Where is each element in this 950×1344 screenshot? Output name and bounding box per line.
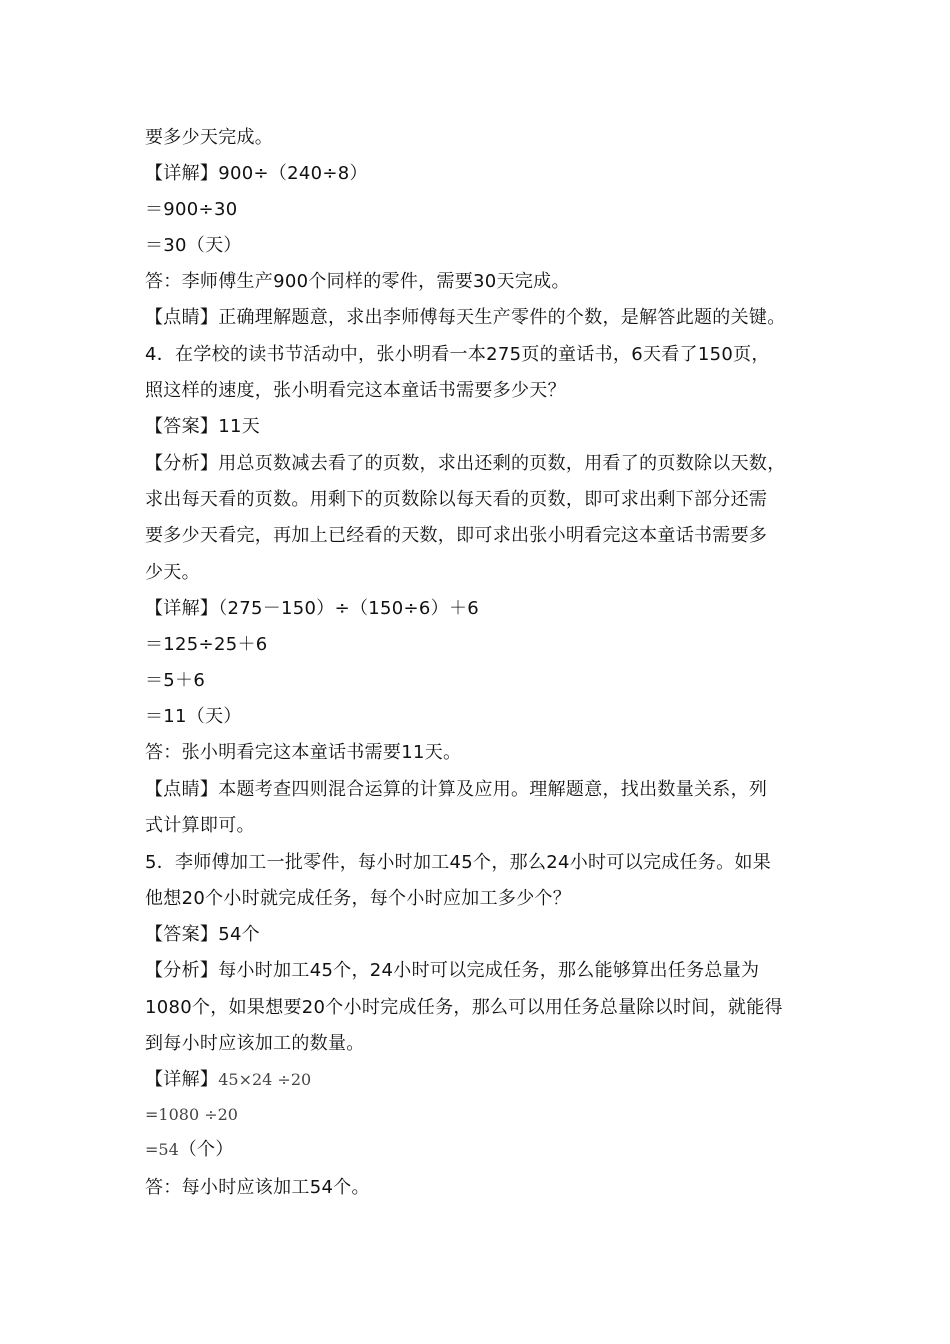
unit-text: （个）: [178, 1139, 234, 1160]
question-5-line: 他想20个小时就完成任务，每个小时应加工多少个？: [145, 888, 572, 909]
question-4-line: 照这样的速度，张小明看完这本童话书需要多少天？: [145, 380, 566, 401]
math-expression: 45×24 ÷20: [218, 1070, 312, 1089]
key-point-line: 式计算即可。: [145, 815, 255, 836]
detail-line: [145, 1103, 238, 1127]
text-line: 【点睛】正确理解题意，求出李师傅每天生产零件的个数，是解答此题的关键。: [145, 307, 786, 328]
text-line: ＝30（天）: [145, 235, 242, 256]
text-line: ＝900÷30: [145, 199, 238, 220]
detail-label: 【详解】: [145, 1069, 219, 1090]
answer-line: 【答案】54个: [145, 924, 261, 945]
analysis-line: 【分析】用总页数减去看了的页数，求出还剩的页数，用看了的页数除以天数，: [145, 453, 786, 474]
text-line: 要多少天完成。: [145, 127, 274, 148]
analysis-line: 到每小时应该加工的数量。: [145, 1033, 365, 1054]
key-point-line: 【点睛】本题考查四则混合运算的计算及应用。理解题意，找出数量关系，列: [145, 779, 768, 800]
math-expression: =1080 ÷20: [145, 1105, 238, 1124]
analysis-line: 【分析】每小时加工45个，24小时可以完成任务，那么能够算出任务总量为: [145, 960, 760, 981]
math-expression: =54: [145, 1140, 179, 1159]
detail-line: ＝5＋6: [145, 670, 206, 691]
answer-line: 【答案】11天: [145, 416, 261, 437]
analysis-line: 少天。: [145, 562, 200, 583]
detail-line: [145, 1138, 234, 1162]
detail-line: ＝11（天）: [145, 706, 242, 727]
text-line: 答：李师傅生产900个同样的零件，需要30天完成。: [145, 271, 570, 292]
detail-line: 【详解】（275－150）÷（150÷6）＋6: [145, 598, 480, 619]
detail-line: ＝125÷25＋6: [145, 634, 268, 655]
question-5-line: 5．李师傅加工一批零件，每小时加工45个，那么24小时可以完成任务。如果: [145, 852, 772, 873]
analysis-line: 要多少天看完，再加上已经看的天数，即可求出张小明看完这本童话书需要多: [145, 525, 768, 546]
final-answer-line: 答：每小时应该加工54个。: [145, 1177, 370, 1198]
analysis-line: 1080个，如果想要20个小时完成任务，那么可以用任务总量除以时间，就能得: [145, 997, 783, 1018]
text-line: 【详解】900÷（240÷8）: [145, 163, 368, 184]
question-4-line: 4．在学校的读书节活动中，张小明看一本275页的童话书，6天看了150页，: [145, 344, 770, 365]
analysis-line: 求出每天看的页数。用剩下的页数除以每天看的页数，即可求出剩下部分还需: [145, 489, 768, 510]
detail-line: [145, 1068, 311, 1092]
text-line: 答：张小明看完这本童话书需要11天。: [145, 742, 462, 763]
